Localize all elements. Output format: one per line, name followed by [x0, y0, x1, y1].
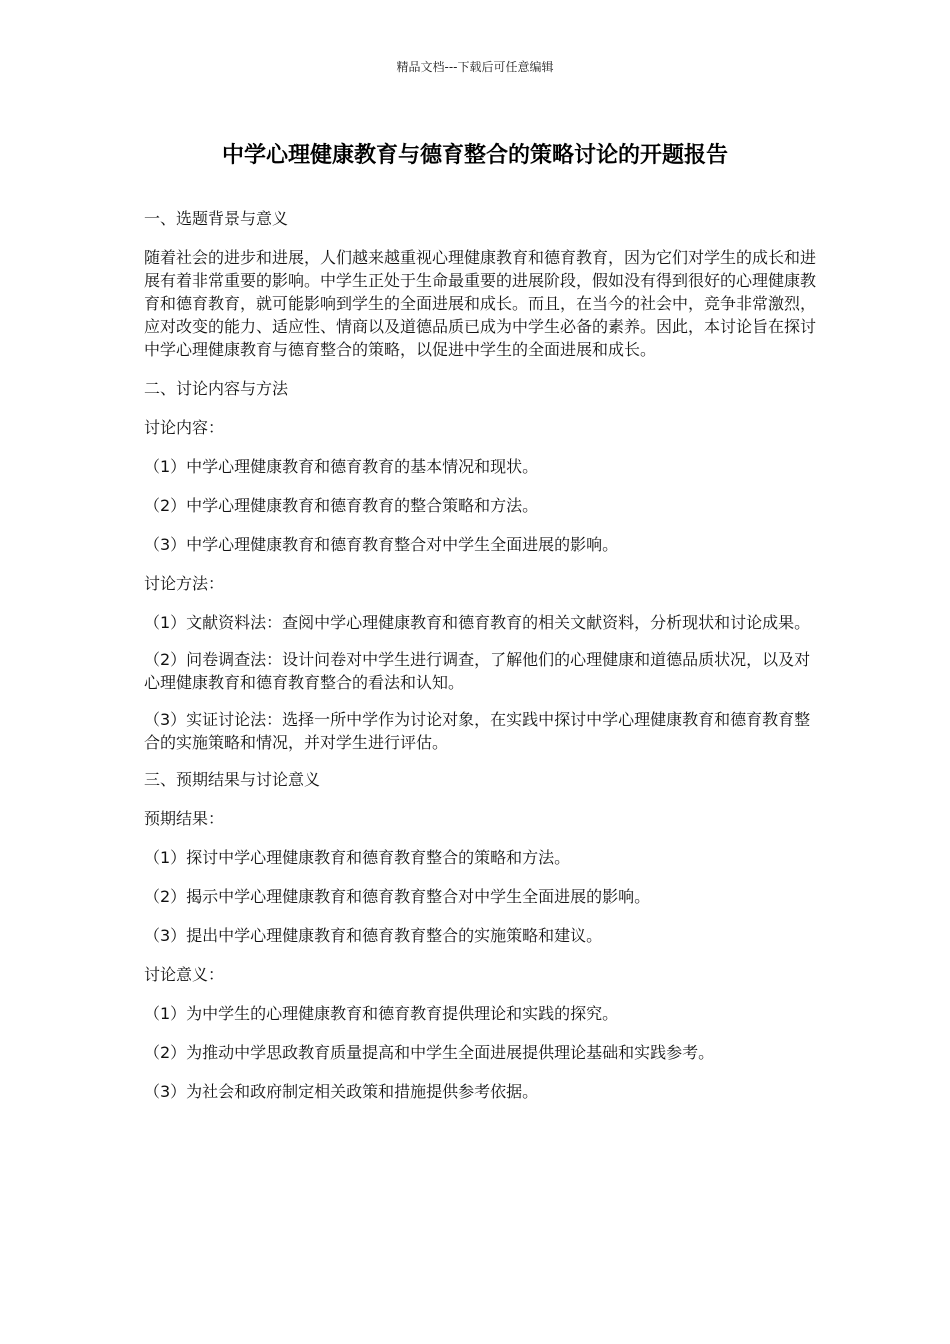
background-paragraph: 随着社会的进步和进展，人们越来越重视心理健康教育和德育教育，因为它们对学生的成长和进展有着非常重要的影响。中学生正处于生命最重要的进展阶段，假如没有得到很好的心理健康教育和德育教育，就可能影响到学生的全面进展和成长。而且，在当今的社会中，竞争非常激烈，应对改变的能力、适应性、情商以及道德品质已成为中学生必备的素养。因此，本讨论旨在探讨中学心理健康教育与德育整合的策略，以促进中学生的全面进展和成长。 [144, 248, 817, 359]
content-item: （2）中学心理健康教育和德育教育的整合策略和方法。 [144, 496, 539, 515]
method-item: （2）问卷调查法：设计问卷对中学生进行调查，了解他们的心理健康和道德品质状况，以及对心理健康教育和德育教育整合的看法和认知。 [144, 650, 811, 692]
document-body [144, 207, 816, 1119]
page-header: 精品文档---下载后可任意编辑 [396, 60, 554, 74]
document-title: 中学心理健康教育与德育整合的策略讨论的开题报告 [221, 143, 728, 168]
result-item: （2）揭示中学心理健康教育和德育教育整合对中学生全面进展的影响。 [144, 887, 651, 906]
section-heading-results: 三、预期结果与讨论意义 [144, 770, 321, 789]
significance-item: （3）为社会和政府制定相关政策和措施提供参考依据。 [144, 1082, 539, 1101]
significance-item: （2）为推动中学思政教育质量提高和中学生全面进展提供理论基础和实践参考。 [144, 1043, 715, 1062]
method-item: （1）文献资料法：查阅中学心理健康教育和德育教育的相关文献资料，分析现状和讨论成果。 [144, 613, 811, 632]
result-item: （3）提出中学心理健康教育和德育教育整合的实施策略和建议。 [144, 926, 603, 945]
result-label: 预期结果： [144, 809, 225, 828]
method-label: 讨论方法： [144, 574, 225, 593]
method-item: （3）实证讨论法：选择一所中学作为讨论对象，在实践中探讨中学心理健康教育和德育教育整合的实施策略和情况，并对学生进行评估。 [144, 710, 811, 752]
significance-item: （1）为中学生的心理健康教育和德育教育提供理论和实践的探究。 [144, 1004, 619, 1023]
content-item: （1）中学心理健康教育和德育教育的基本情况和现状。 [144, 457, 539, 476]
section-heading-background: 一、选题背景与意义 [144, 209, 289, 228]
significance-label: 讨论意义： [144, 965, 225, 984]
content-label: 讨论内容： [144, 418, 225, 437]
result-item: （1）探讨中学心理健康教育和德育教育整合的策略和方法。 [144, 848, 571, 867]
section-heading-content-method: 二、讨论内容与方法 [144, 379, 289, 398]
content-item: （3）中学心理健康教育和德育教育整合对中学生全面进展的影响。 [144, 535, 619, 554]
